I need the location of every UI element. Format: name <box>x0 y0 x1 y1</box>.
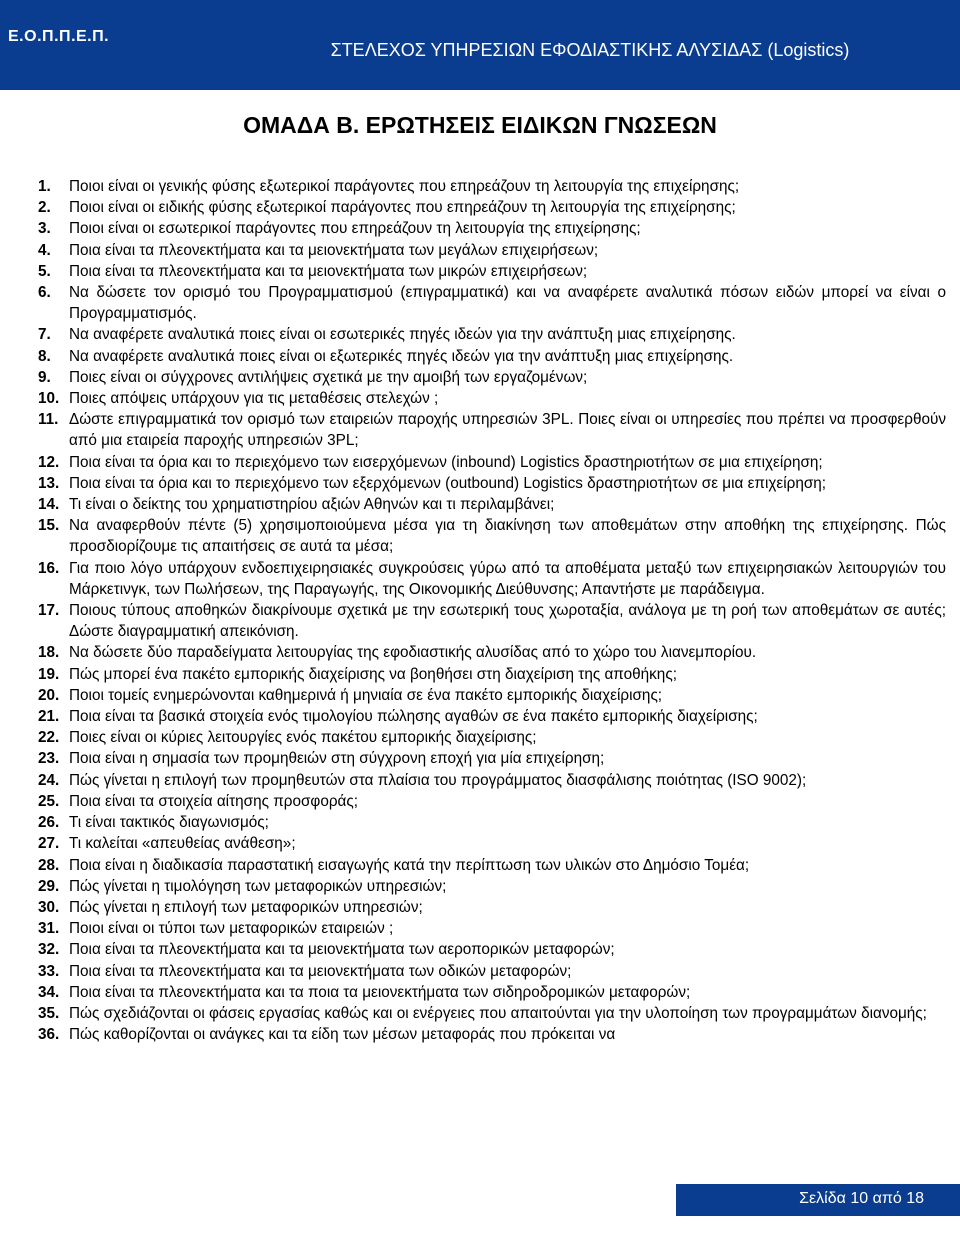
question-text: Να αναφερθούν πέντε (5) χρησιμοποιούμενα μέσα για τη διακίνηση των αποθεμάτων στην αποθήκη της επιχείρησης. Πώς προσδιορίζουμε τις απαιτήσεις σε αυτά τα μέσα; <box>69 517 946 556</box>
question-text: Ποια είναι τα όρια και το περιεχόμενο των εισερχόμενων (inbound) Logistics δραστηριοτήτων σε μια επιχείρηση; <box>69 453 823 471</box>
question-item <box>38 876 946 897</box>
question-number: 12. <box>38 453 60 471</box>
question-text: Να αναφέρετε αναλυτικά ποιες είναι οι εσωτερικές πηγές ιδεών για την ανάπτυξη μιας επιχείρησης. <box>69 326 736 344</box>
question-item <box>38 282 946 324</box>
question-item <box>38 961 946 982</box>
question-item <box>38 939 946 960</box>
question-number: 1. <box>38 178 51 195</box>
question-text: Να δώσετε δύο παραδείγματα λειτουργίας της εφοδιαστικής αλυσίδας από το χώρο του λιανεμπορίου. <box>69 644 757 662</box>
footer-bar <box>676 1184 960 1216</box>
question-number: 7. <box>38 326 51 344</box>
question-text: Τι καλείται «απευθείας ανάθεση»; <box>69 835 296 853</box>
question-item <box>38 727 946 748</box>
question-item <box>38 494 946 515</box>
question-item <box>38 324 946 345</box>
question-item <box>38 812 946 833</box>
question-text: Ποια είναι τα πλεονεκτήματα και τα ποια τα μειονεκτήματα των σιδηροδρομικών μεταφορών; <box>69 983 691 1001</box>
question-text: Πώς μπορεί ένα πακέτο εμπορικής διαχείρισης να βοηθήσει στη διαχείριση της αποθήκης; <box>69 665 677 683</box>
question-item <box>38 1024 946 1045</box>
question-text: Ποια είναι τα βασικά στοιχεία ενός τιμολογίου πώλησης αγαθών σε ένα πακέτο εμπορικής διαχείρισης; <box>69 708 758 726</box>
page-number: Σελίδα 10 από 18 <box>799 1190 924 1207</box>
question-text: Ποιους τύπους αποθηκών διακρίνουμε σχετικά με την εσωτερική τους χωροταξία, ανάλογα με τη ροή των αποθεμάτων σε αυτές; Δώστε διαγραμματική απεικόνιση. <box>69 602 946 641</box>
question-number: 3. <box>38 220 51 238</box>
question-text: Ποιες είναι οι σύγχρονες αντιλήψεις σχετικά με την αμοιβή των εργαζομένων; <box>69 368 588 386</box>
question-number: 36. <box>38 1026 60 1044</box>
question-number: 8. <box>38 347 51 365</box>
question-number: 26. <box>38 814 60 832</box>
question-number: 30. <box>38 898 60 916</box>
question-number: 22. <box>38 729 60 747</box>
question-number: 16. <box>38 559 60 577</box>
question-item <box>38 791 946 812</box>
question-number: 24. <box>38 771 60 789</box>
question-number: 28. <box>38 856 60 874</box>
question-item <box>38 982 946 1003</box>
question-item <box>38 388 946 409</box>
question-text: Ποια είναι η σημασία των προμηθειών στη σύγχρονη εποχή για μία επιχείρηση; <box>69 750 605 768</box>
question-list <box>38 176 946 1045</box>
question-text: Για ποιο λόγο υπάρχουν ενδοεπιχειρησιακές συγκρούσεις γύρω από τα αποθέματα μεταξύ των επιχειρησιακών λειτουργιών του Μάρκετινγκ, των Πωλήσεων, της Παραγωγής, της Οικονομικής Διεύθυνσης; Απαντήστε με παράδειγμα. <box>69 559 946 598</box>
question-item <box>38 600 946 642</box>
question-text: Πώς σχεδιάζονται οι φάσεις εργασίας καθώς και οι ενέργειες που απαιτούνται για την υλοποίηση των προγραμμάτων διανομής; <box>69 1004 927 1022</box>
question-number: 25. <box>38 792 60 810</box>
question-text: Ποια είναι τα πλεονεκτήματα και τα μειονεκτήματα των αεροπορικών μεταφορών; <box>69 941 615 959</box>
question-text: Τι είναι ο δείκτης του χρηματιστηρίου αξιών Αθηνών και τι περιλαμβάνει; <box>69 496 555 514</box>
question-number: 9. <box>38 368 51 386</box>
section-title: ΟΜΑΔΑ Β. ΕΡΩΤΗΣΕΙΣ ΕΙΔΙΚΩΝ ΓΝΩΣΕΩΝ <box>243 112 717 138</box>
question-text: Πώς γίνεται η τιμολόγηση των μεταφορικών υπηρεσιών; <box>69 877 447 895</box>
question-text: Δώστε επιγραμματικά τον ορισμό των εταιρειών παροχής υπηρεσιών 3PL. Ποιες είναι οι υπηρεσίες που πρέπει να προσφερθούν από μια εταιρεία παροχής υπηρεσιών 3PL; <box>69 411 946 450</box>
question-item <box>38 197 946 218</box>
question-item <box>38 515 946 557</box>
question-number: 20. <box>38 686 60 704</box>
question-number: 33. <box>38 962 60 980</box>
question-item <box>38 367 946 388</box>
question-text: Ποια είναι τα στοιχεία αίτησης προσφοράς; <box>69 792 358 810</box>
question-text: Ποιες απόψεις υπάρχουν για τις μεταθέσεις στελεχών ; <box>69 390 439 408</box>
question-text: Πώς γίνεται η επιλογή των μεταφορικών υπηρεσιών; <box>69 898 423 916</box>
header-bar <box>0 0 960 90</box>
question-number: 4. <box>38 241 51 259</box>
question-number: 17. <box>38 602 60 620</box>
question-number: 31. <box>38 920 60 938</box>
question-text: Ποιοι είναι οι εσωτερικοί παράγοντες που επηρεάζουν τη λειτουργία της επιχείρησης; <box>69 220 641 238</box>
question-item <box>38 642 946 663</box>
question-text: Ποιες είναι οι κύριες λειτουργίες ενός πακέτου εμπορικής διαχείρισης; <box>69 729 537 747</box>
question-item <box>38 918 946 939</box>
question-text: Ποιοι είναι οι ειδικής φύσης εξωτερικοί παράγοντες που επηρεάζουν τη λειτουργία της επιχείρησης; <box>69 199 736 217</box>
header-org: Ε.Ο.Π.Π.Ε.Π. <box>8 28 110 45</box>
question-number: 13. <box>38 474 60 492</box>
question-number: 27. <box>38 835 60 853</box>
question-item <box>38 218 946 239</box>
question-item <box>38 409 946 451</box>
question-text: Ποιοι τομείς ενημερώνονται καθημερινά ή μηνιαία σε ένα πακέτο εμπορικής διαχείρισης; <box>69 686 663 704</box>
question-number: 14. <box>38 496 60 514</box>
question-number: 10. <box>38 390 60 408</box>
question-text: Ποια είναι τα πλεονεκτήματα και τα μειονεκτήματα των μικρών επιχειρήσεων; <box>69 262 588 280</box>
question-item <box>38 176 946 197</box>
question-text: Ποια είναι τα πλεονεκτήματα και τα μειονεκτήματα των μεγάλων επιχειρήσεων; <box>69 241 599 259</box>
question-number: 35. <box>38 1004 60 1022</box>
question-number: 21. <box>38 708 60 726</box>
question-number: 29. <box>38 877 60 895</box>
question-item <box>38 664 946 685</box>
question-item <box>38 346 946 367</box>
question-text: Ποιοι είναι οι γενικής φύσης εξωτερικοί παράγοντες που επηρεάζουν τη λειτουργία της επιχείρησης; <box>69 178 740 195</box>
question-item <box>38 685 946 706</box>
question-item <box>38 452 946 473</box>
question-number: 23. <box>38 750 60 768</box>
question-number: 6. <box>38 284 51 302</box>
question-number: 34. <box>38 983 60 1001</box>
question-number: 2. <box>38 199 51 217</box>
question-text: Πώς γίνεται η επιλογή των προμηθευτών στα πλαίσια του προγράμματος διασφάλισης ποιότητας (ISO 9002); <box>69 771 807 789</box>
question-text: Ποιοι είναι οι τύποι των μεταφορικών εταιρειών ; <box>69 920 394 938</box>
question-text: Ποια είναι τα όρια και το περιεχόμενο των εξερχόμενων (outbound) Logistics δραστηριοτήτων σε μια επιχείρηση; <box>69 474 827 492</box>
question-number: 32. <box>38 941 60 959</box>
question-item <box>38 473 946 494</box>
question-item <box>38 855 946 876</box>
question-number: 15. <box>38 517 60 535</box>
question-text: Να αναφέρετε αναλυτικά ποιες είναι οι εξωτερικές πηγές ιδεών για την ανάπτυξη μιας επιχείρησης. <box>69 347 734 365</box>
question-text: Τι είναι τακτικός διαγωνισμός; <box>69 814 269 832</box>
header-title: ΣΤΕΛΕΧΟΣ ΥΠΗΡΕΣΙΩΝ ΕΦΟΔΙΑΣΤΙΚΗΣ ΑΛΥΣΙΔΑΣ (Logistics) <box>330 40 850 60</box>
question-number: 19. <box>38 665 60 683</box>
question-number: 18. <box>38 644 60 662</box>
question-number: 5. <box>38 262 51 280</box>
question-text: Ποια είναι η διαδικασία παραστατική εισαγωγής κατά την περίπτωση των υλικών στο Δημόσιο Τομέα; <box>69 856 750 874</box>
question-item <box>38 240 946 261</box>
question-text: Να δώσετε τον ορισμό του Προγραμματισμού (επιγραμματικά) και να αναφέρετε αναλυτικά πόσων ειδών μπορεί να είναι ο Προγραμματισμός. <box>69 284 946 323</box>
question-item <box>38 1003 946 1024</box>
question-item <box>38 706 946 727</box>
question-item <box>38 558 946 600</box>
question-item <box>38 897 946 918</box>
question-text: Πώς καθορίζονται οι ανάγκες και τα είδη των μέσων μεταφοράς που πρόκειται να <box>69 1026 616 1044</box>
question-item <box>38 770 946 791</box>
question-item <box>38 833 946 854</box>
question-item <box>38 748 946 769</box>
question-number: 11. <box>38 411 59 429</box>
question-text: Ποια είναι τα πλεονεκτήματα και τα μειονεκτήματα των οδικών μεταφορών; <box>69 962 572 980</box>
question-item <box>38 261 946 282</box>
